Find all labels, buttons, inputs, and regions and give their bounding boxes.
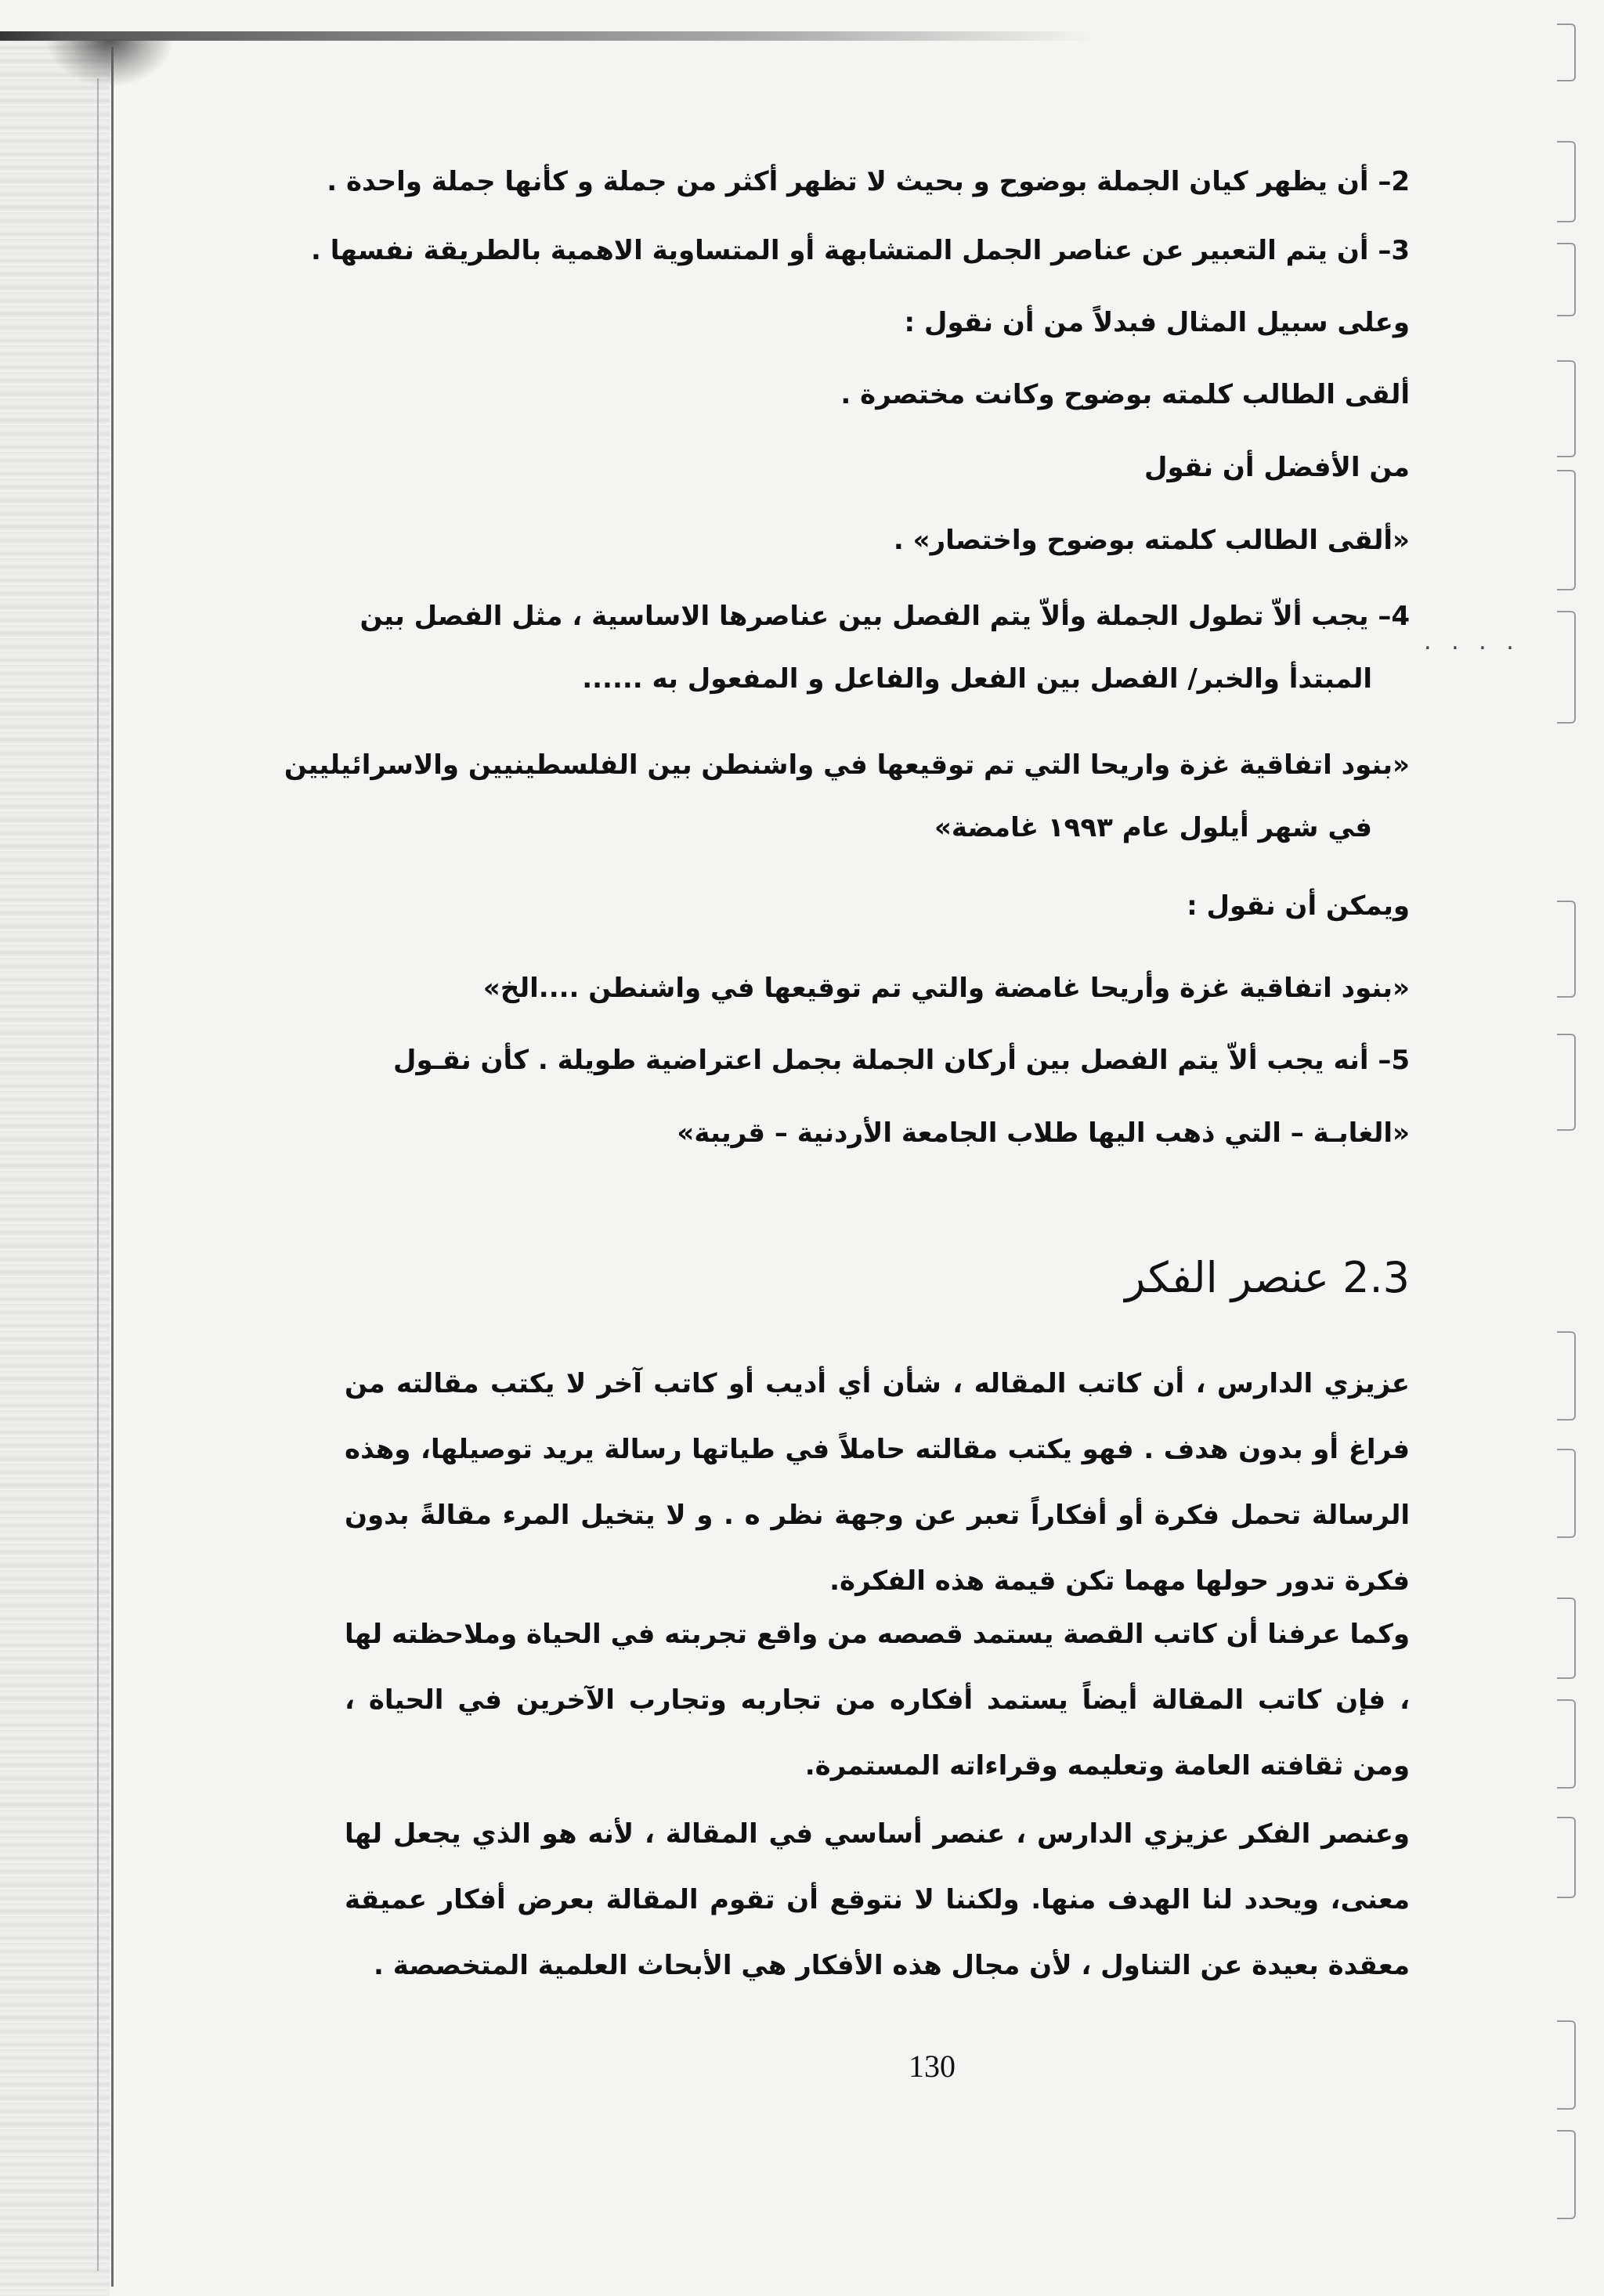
binding-line-faint	[97, 78, 99, 2271]
example-intro: وعلى سبيل المثال فبدلاً من أن نقول :	[904, 307, 1410, 338]
rule-4-line-1: 4– يجب ألاّ تطول الجملة وألاّ يتم الفصل بين عناصرها الاساسية ، مثل الفصل بين	[359, 601, 1410, 632]
binding-line	[111, 47, 114, 2287]
quote-1-line-1: «بنود اتفاقية غزة واريحا التي تم توقيعها في واشنطن بين الفلسطينيين والاسرائيليين	[284, 749, 1410, 781]
margin-dots: . . . .	[1424, 628, 1520, 655]
rule-5: 5– أنه يجب ألاّ يتم الفصل بين أركان الجملة بجمل اعتراضية طويلة . كأن نقـول	[392, 1045, 1410, 1076]
scan-corner-shadow	[47, 39, 172, 86]
example-bad: ألقى الطالب كلمته بوضوح وكانت مختصرة .	[840, 379, 1410, 410]
paragraph-2: وكما عرفنا أن كاتب القصة يستمد قصصه من واقع تجربته في الحياة وملاحظته لها ، فإن كاتب المقالة أيضاً يستمد أفكاره من تجاربه وتجارب الآخرين في الحياة ، ومن ثقافته العامة وتعليمه وقراءاته المستمرة.	[345, 1619, 1410, 1782]
rule-2: 2– أن يظهر كيان الجملة بوضوح و بحيث لا تظهر أكثر من جملة و كأنها جملة واحدة .	[327, 166, 1410, 197]
paragraph-3: وعنصر الفكر عزيزي الدارس ، عنصر أساسي في المقالة ، لأنه هو الذي يجعل لها معنى، ويحدد لنا الهدف منها. ولكننا لا نتوقع أن تقوم المقالة بعرض أفكار عميقة معقدة بعيدة عن التناول ، لأن مجال هذه الأفكار هي الأبحاث العلمية المتخصصة .	[345, 1818, 1410, 1981]
quote-3: «الغابـة – التي ذهب اليها طلاب الجامعة الأردنية – قريبة»	[677, 1117, 1410, 1149]
page-number: 130	[909, 2049, 956, 2084]
section-heading: 2.3 عنصر الفكر	[1125, 1253, 1410, 1302]
scan-right-edge	[1544, 16, 1576, 2287]
quote-2: «بنود اتفاقية غزة وأريحا غامضة والتي تم توقيعها في واشنطن ....الخ»	[482, 973, 1410, 1004]
rule-3: 3– أن يتم التعبير عن عناصر الجمل المتشابهة أو المتساوية الاهمية بالطريقة نفسها .	[311, 235, 1410, 266]
quote-1-line-2: في شهر أيلول عام ١٩٩٣ غامضة»	[934, 812, 1372, 843]
rule-4-line-2: المبتدأ والخبر/ الفصل بين الفعل والفاعل و المفعول به ......	[582, 663, 1372, 695]
binding-shadow	[0, 39, 110, 2296]
example-good: «ألقى الطالب كلمته بوضوح واختصار» .	[893, 525, 1410, 556]
example-better-intro: من الأفضل أن نقول	[1144, 452, 1410, 483]
paragraph-1: عزيزي الدارس ، أن كاتب المقاله ، شأن أي أديب أو كاتب آخر لا يكتب مقالته من فراغ أو بدون هدف . فهو يكتب مقالته حاملاً في طياتها رسالة يريد توصيلها، وهذه الرسالة تحمل فكرة أو أفكاراً تعبر عن وجهة نظر ه . و لا يتخيل المرء مقالةً بدون فكرة تدور حولها مهما تكن قيمة هذه الفكرة.	[345, 1368, 1410, 1597]
could-say: ويمكن أن نقول :	[1187, 890, 1410, 922]
